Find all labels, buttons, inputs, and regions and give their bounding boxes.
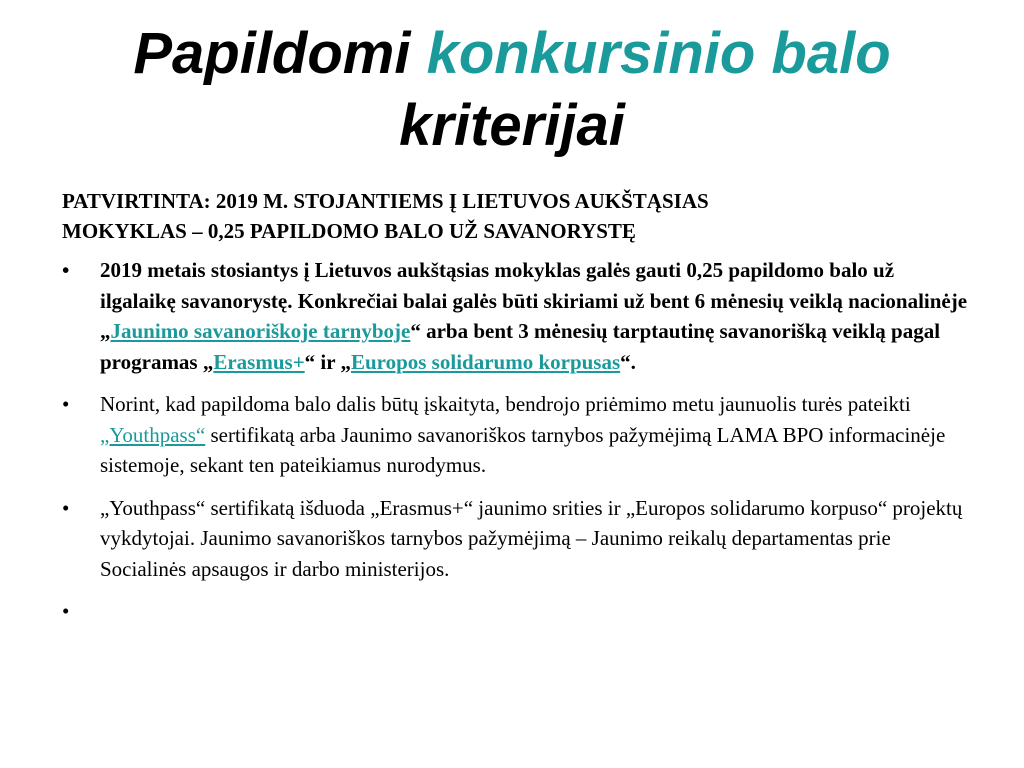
- bullet-marker: •: [62, 599, 70, 623]
- bullet-1-text-1: 2019 metais stosiantys į Lietuvos aukštąsias mokyklas galės gauti 0,25 papildomo balo už ilgalaikę savanorystę. Konkrečiai balai galės būti skiriami už bent 6 mėnesių veiklą nacionalinėje „: [100, 258, 968, 343]
- subtitle-line-1: PATVIRTINTA: 2019 M. STOJANTIEMS Į LIETUVOS AUKŠTĄSIAS: [62, 189, 709, 213]
- bullet-1-text-4: “.: [620, 349, 636, 374]
- bullet-item-2: [62, 389, 972, 481]
- link-erasmus[interactable]: Erasmus+: [213, 349, 305, 374]
- title-part-1: Papildomi: [133, 21, 427, 86]
- bullet-3-text: „Youthpass“ sertifikatą išduoda „Erasmus+“ jaunimo srities ir „Europos solidarumo korpuso“ projektų vykdytojai. Jaunimo savanoriškos tarnybos pažymėjimą – Jaunimo reikalų departamentas prie Socialinės apsaugos ir darbo ministerijos.: [100, 495, 963, 581]
- link-jaunimo-savanoriska-tarnyba[interactable]: Jaunimo savanoriškoje tarnyboje: [110, 319, 411, 343]
- bullet-1-text-2: “ arba bent 3 mėnesių tarptautinę savanorišką veiklą pagal programas „: [100, 319, 941, 374]
- bullet-item-3: [62, 493, 972, 585]
- title-part-3: kriterijai: [399, 93, 625, 158]
- bullet-marker: •: [62, 392, 70, 416]
- bullet-2-text-2: sertifikatą arba Jaunimo savanoriškos tarnybos pažymėjimą LAMA BPO informacinėje sistemoje, sekant ten pateikiamus nurodymus.: [100, 422, 946, 477]
- slide-title: [40, 18, 984, 162]
- bullet-item-1: [62, 255, 972, 377]
- bullet-2-text-1: Norint, kad papildoma balo dalis būtų įskaityta, bendrojo priėmimo metu jaunuolis turės pateikti: [100, 392, 911, 416]
- bullet-marker: •: [62, 495, 70, 520]
- title-part-2-accent: konkursinio balo: [426, 21, 891, 86]
- bullet-list: [62, 255, 972, 623]
- link-youthpass[interactable]: „Youthpass“: [100, 422, 206, 447]
- subtitle-line-2: MOKYKLAS – 0,25 PAPILDOMO BALO UŽ SAVANORYSTĘ: [62, 219, 636, 243]
- bullet-marker: •: [62, 258, 70, 282]
- bullet-1-text-3: “ ir „: [304, 349, 351, 374]
- slide-subtitle: [62, 186, 962, 246]
- link-europos-solidarumo-korpusas[interactable]: Europos solidarumo korpusas: [350, 349, 621, 374]
